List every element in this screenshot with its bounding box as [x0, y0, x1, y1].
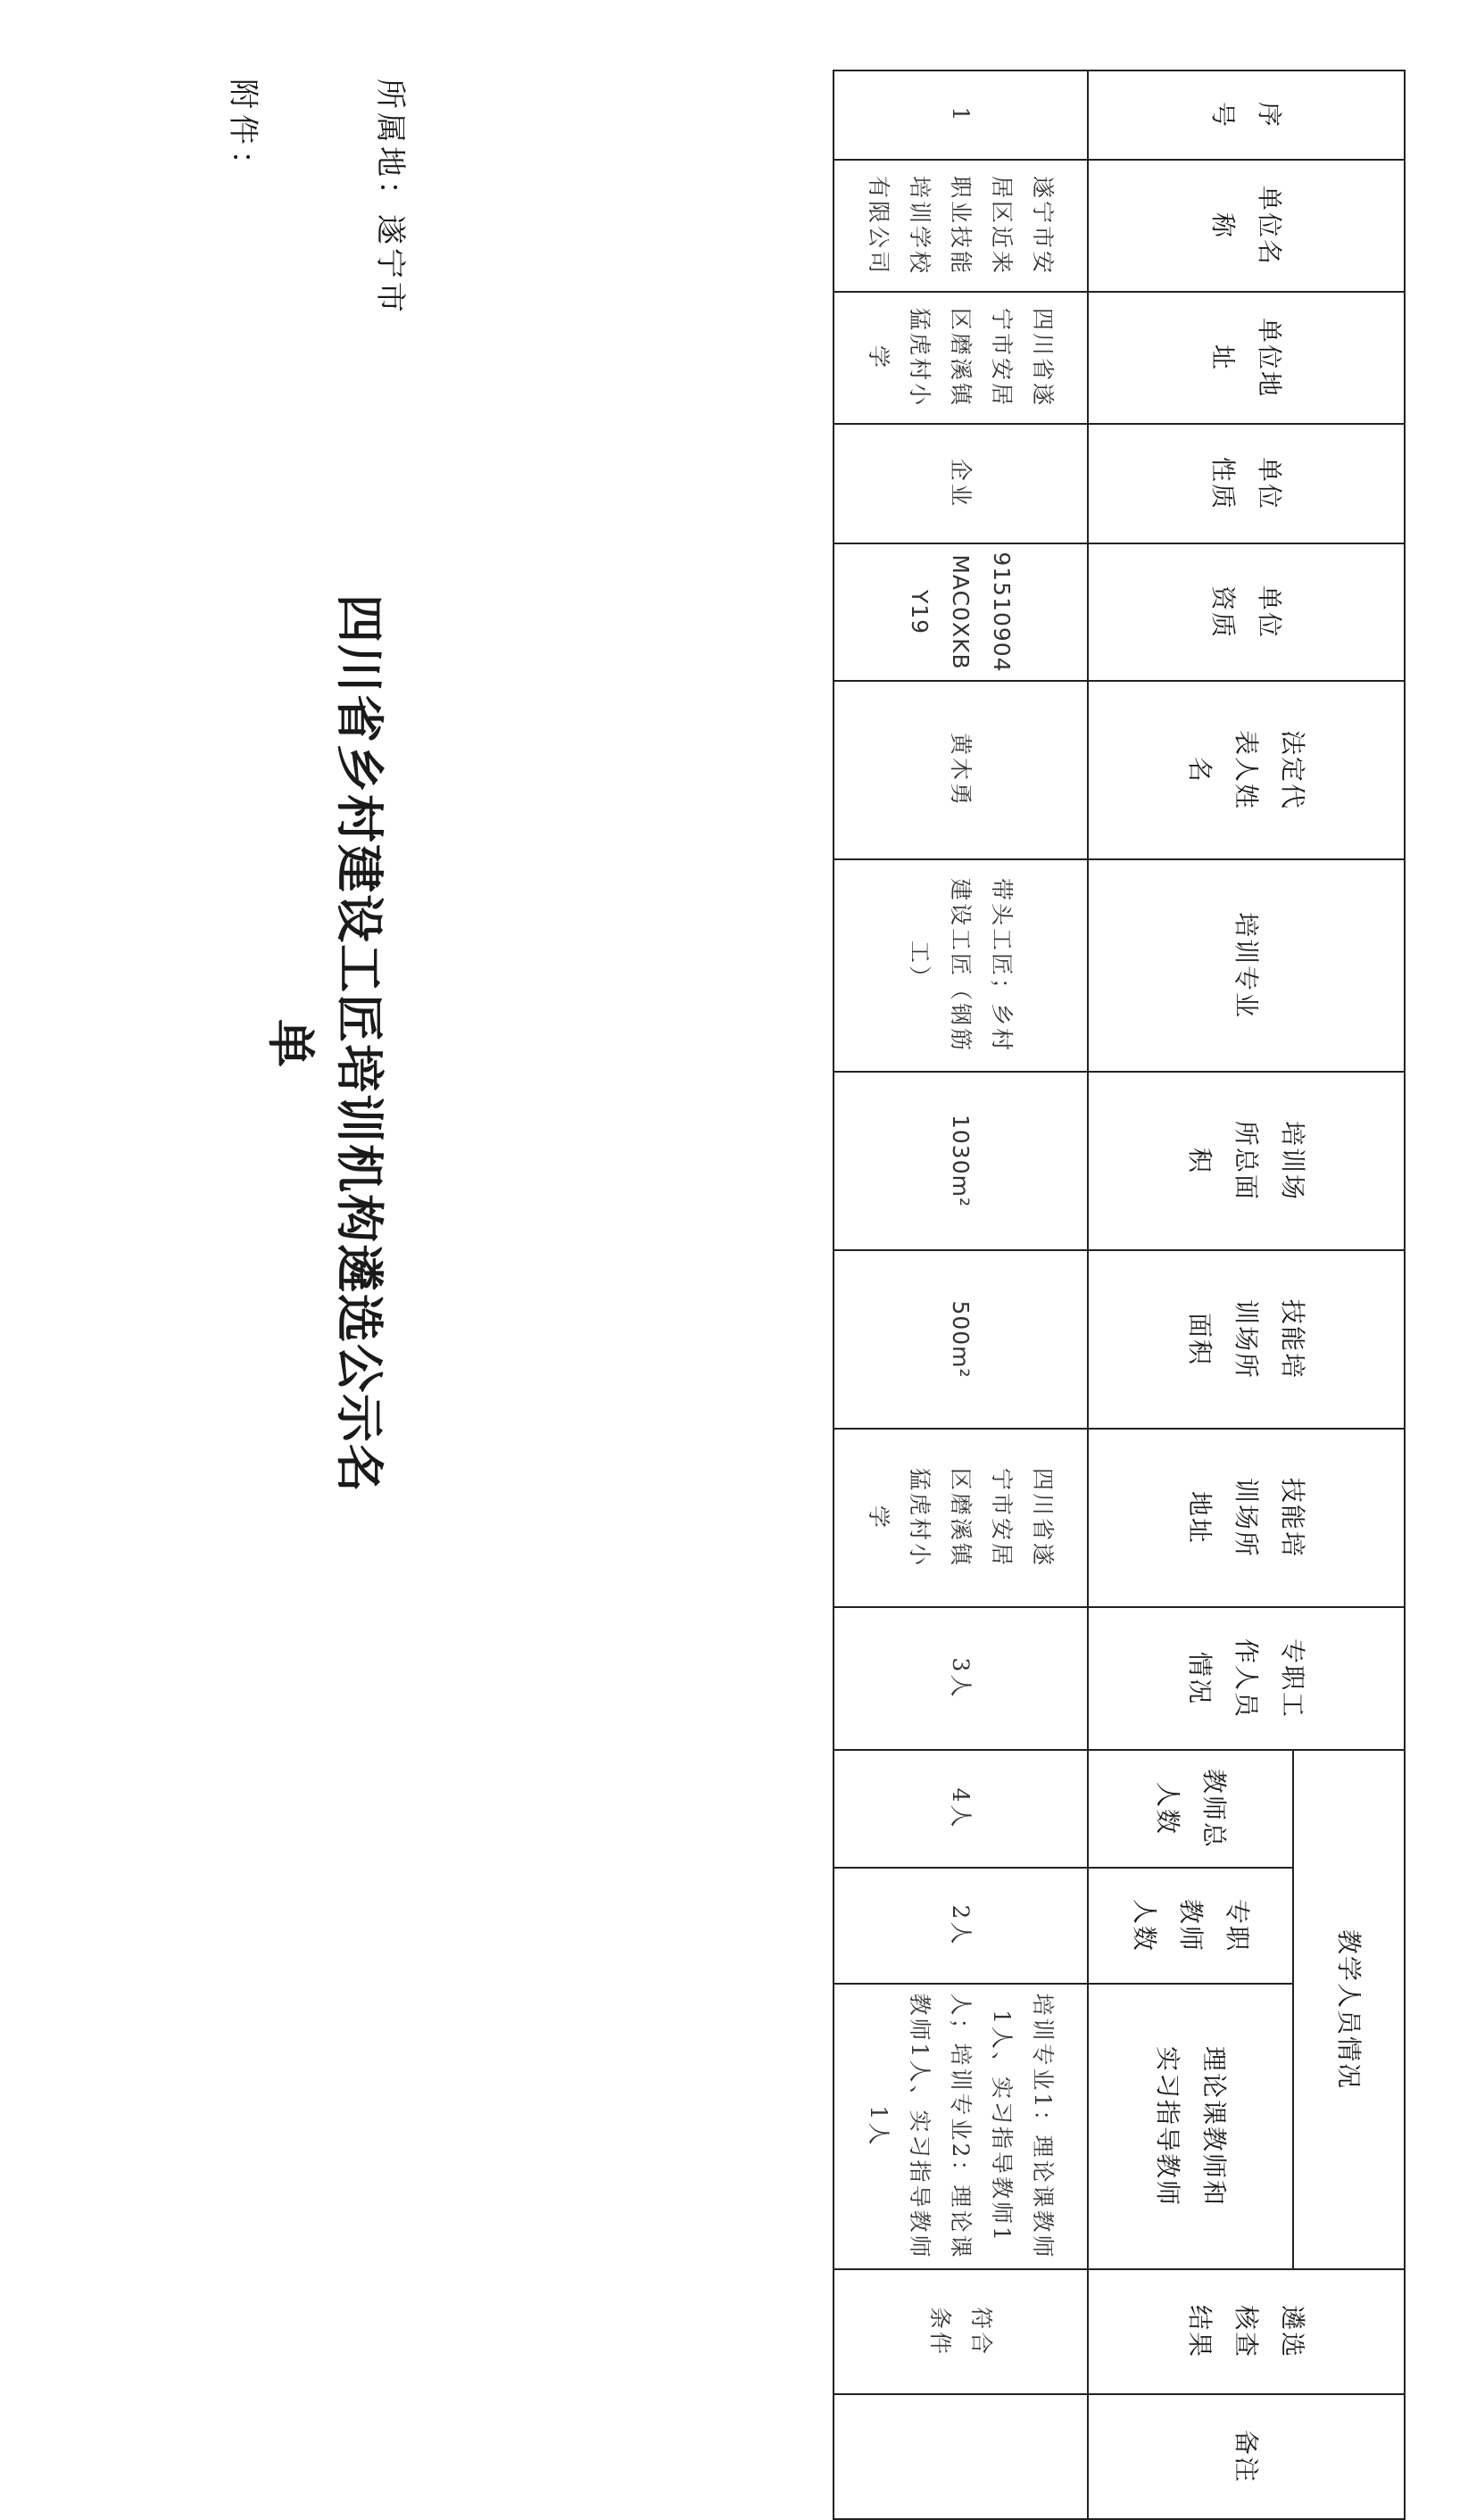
header-org-qualification: 单位 资质	[1088, 543, 1405, 681]
cell-fulltime-teachers: 2人	[834, 1868, 1088, 1984]
cell-staff: 3人	[834, 1607, 1088, 1750]
header-fulltime-teachers: 专职 教师 人数	[1088, 1868, 1293, 1984]
header-skill-site-area: 技能培 训场所 面积	[1088, 1250, 1405, 1429]
region-value: 遂宁市	[372, 214, 408, 316]
cell-legal-rep: 黄木勇	[834, 681, 1088, 859]
header-teaching-group: 教学人员情况	[1293, 1750, 1405, 2269]
header-major: 培训专业	[1088, 859, 1405, 1072]
header-legal-rep: 法定代 表人姓 名	[1088, 681, 1405, 859]
cell-site-total-area: 1030m²	[834, 1072, 1088, 1250]
header-org-nature: 单位 性质	[1088, 424, 1405, 543]
cell-remarks	[834, 2394, 1088, 2519]
header-row-1	[1293, 70, 1405, 2519]
cell-review: 符合条件	[834, 2269, 1088, 2394]
header-seq: 序 号	[1088, 70, 1405, 160]
cell-skill-site-address: 四川省遂宁市安居区磨溪镇猛虎村小学	[834, 1429, 1088, 1607]
header-org-name: 单位名 称	[1088, 160, 1405, 292]
header-staff: 专职工 作人员 情况	[1088, 1607, 1405, 1750]
header-org-address: 单位地 址	[1088, 292, 1405, 424]
region-line	[371, 79, 415, 316]
cell-major: 带头工匠；乡村建设工匠（钢筋工）	[834, 859, 1088, 1072]
cell-org-address: 四川省遂宁市安居区磨溪镇猛虎村小学	[834, 292, 1088, 424]
header-total-teachers: 教师总 人数	[1088, 1750, 1293, 1868]
header-site-total-area: 培训场 所总面 积	[1088, 1072, 1405, 1250]
cell-org-nature: 企业	[834, 424, 1088, 543]
header-teacher-types: 理论课教师和 实习指导教师	[1088, 1984, 1293, 2269]
header-review: 遴选 核查 结果	[1088, 2269, 1405, 2394]
cell-teacher-types: 培训专业1：理论课教师1人、实习指导教师1人；培训专业2：理论课教师1人、实习指导教师1人	[834, 1984, 1088, 2269]
cell-seq: 1	[834, 70, 1088, 160]
institution-table	[833, 70, 1406, 2520]
cell-org-qualification: 91510904MAC0XKBY19	[834, 543, 1088, 681]
cell-skill-site-area: 500m²	[834, 1250, 1088, 1429]
attachment-label: 附件：	[225, 79, 261, 186]
cell-org-name: 遂宁市安居区近来职业技能培训学校有限公司	[834, 160, 1088, 292]
table-row	[834, 70, 1088, 2519]
cell-total-teachers: 4人	[834, 1750, 1088, 1868]
header-remarks: 备注	[1088, 2394, 1405, 2519]
page-title: 四川省乡村建设工匠培训机构遴选公示名单	[262, 594, 388, 1494]
region-label: 所属地：	[372, 79, 408, 214]
header-skill-site-address: 技能培 训场所 地址	[1088, 1429, 1405, 1607]
